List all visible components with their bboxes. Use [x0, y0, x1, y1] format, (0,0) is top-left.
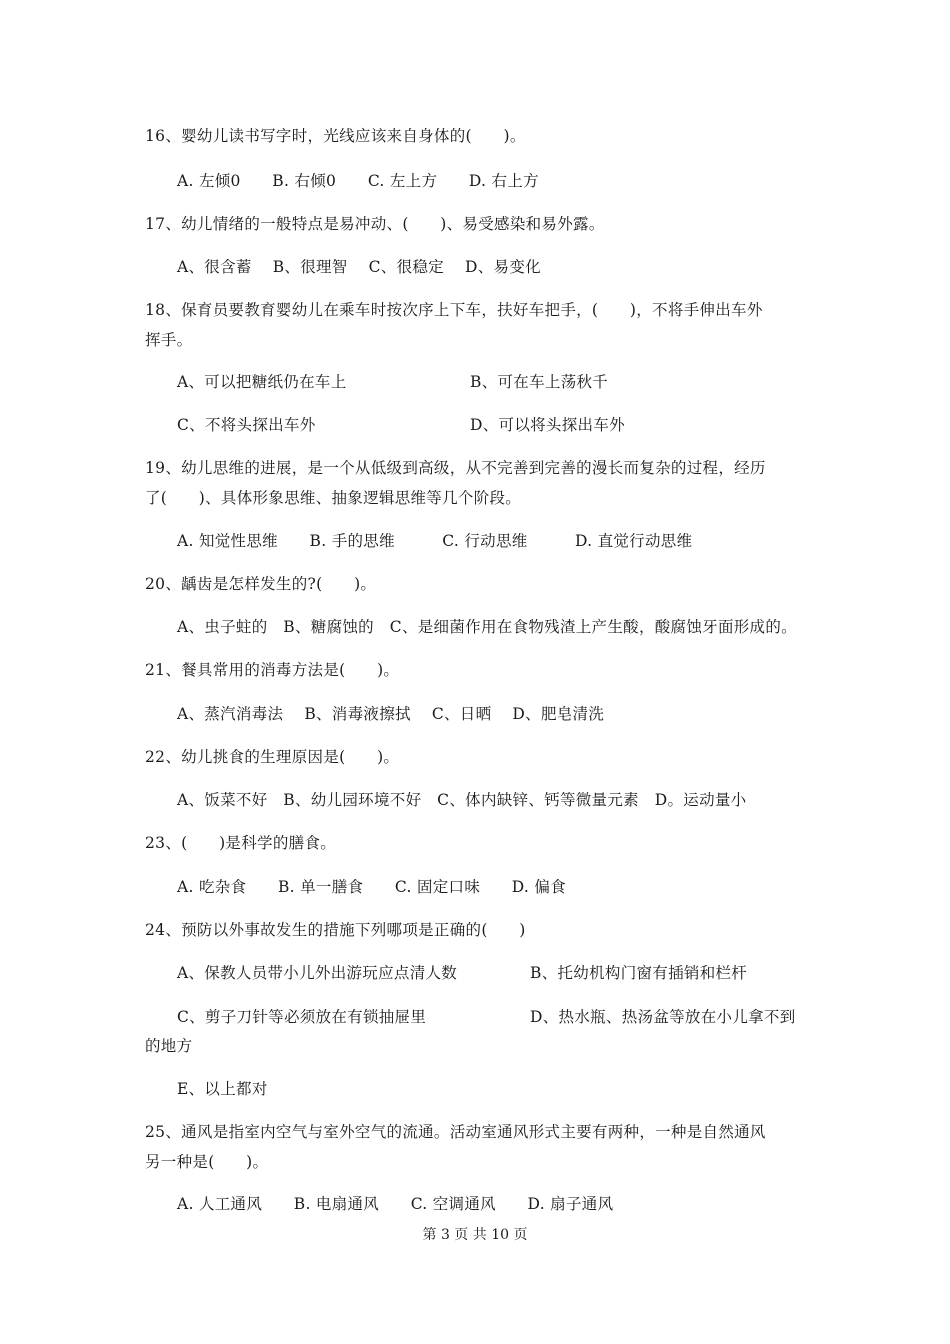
question-22-options: A、饭菜不好 B、幼儿园环境不好 C、体内缺锌、钙等微量元素 D。运动量小 [177, 791, 747, 809]
question-16-stem: 16、婴幼儿读书写字时，光线应该来自身体的( )。 [145, 127, 526, 145]
question-24-option-e: E、以上都对 [177, 1080, 268, 1098]
question-24-option-d-line1: D、热水瓶、热汤盆等放在小儿拿不到 [530, 1008, 796, 1026]
question-20-stem: 20、龋齿是怎样发生的?( )。 [145, 575, 377, 593]
question-19-stem-line1: 19、幼儿思维的进展，是一个从低级到高级，从不完善到完善的漫长而复杂的过程，经历 [145, 459, 766, 477]
question-24-option-b: B、托幼机构门窗有插销和栏杆 [530, 964, 748, 982]
question-23-options: A. 吃杂食 B. 单一膳食 C. 固定口味 D. 偏食 [177, 878, 566, 896]
question-20-options: A、虫子蛀的 B、糖腐蚀的 C、是细菌作用在食物残渣上产生酸，酸腐蚀牙面形成的。 [177, 618, 797, 636]
question-19-stem-line2: 了( )、具体形象思维、抽象逻辑思维等几个阶段。 [145, 489, 522, 507]
question-24-stem: 24、预防以外事故发生的措施下列哪项是正确的( ) [145, 921, 526, 939]
page-footer: 第 3 页 共 10 页 [422, 1227, 528, 1243]
question-18-option-a: A、可以把糖纸仍在车上 [177, 373, 347, 391]
question-25-stem-line2: 另一种是( )。 [145, 1153, 269, 1171]
question-16-options: A. 左倾0 B. 右倾0 C. 左上方 D. 右上方 [177, 172, 539, 190]
question-23-stem: 23、( )是科学的膳食。 [145, 834, 337, 852]
question-18-option-c: C、不将头探出车外 [177, 416, 316, 434]
question-18-stem-line2: 挥手。 [145, 331, 193, 349]
question-18-stem-line1: 18、保育员要教育婴幼儿在乘车时按次序上下车，扶好车把手，( )，不将手伸出车外 [145, 301, 763, 319]
question-21-options: A、蒸汽消毒法 B、消毒液擦拭 C、日晒 D、肥皂清洗 [177, 705, 605, 723]
question-18-option-b: B、可在车上荡秋千 [470, 373, 609, 391]
question-17-stem: 17、幼儿情绪的一般特点是易冲动、( )、易受感染和易外露。 [145, 215, 605, 233]
question-25-options: A. 人工通风 B. 电扇通风 C. 空调通风 D. 扇子通风 [177, 1195, 614, 1213]
question-25-stem-line1: 25、通风是指室内空气与室外空气的流通。活动室通风形式主要有两种，一种是自然通风 [145, 1123, 766, 1141]
question-24-option-a: A、保教人员带小儿外出游玩应点清人数 [177, 964, 458, 982]
question-24-option-d-line2: 的地方 [145, 1037, 193, 1055]
question-19-options: A. 知觉性思维 B. 手的思维 C. 行动思维 D. 直觉行动思维 [177, 532, 693, 550]
question-17-options: A、很含蓄 B、很理智 C、很稳定 D、易变化 [177, 258, 541, 276]
question-22-stem: 22、幼儿挑食的生理原因是( )。 [145, 748, 400, 766]
question-21-stem: 21、餐具常用的消毒方法是( )。 [145, 661, 400, 679]
question-24-option-c: C、剪子刀针等必须放在有锁抽屉里 [177, 1008, 427, 1026]
question-18-option-d: D、可以将头探出车外 [470, 416, 625, 434]
